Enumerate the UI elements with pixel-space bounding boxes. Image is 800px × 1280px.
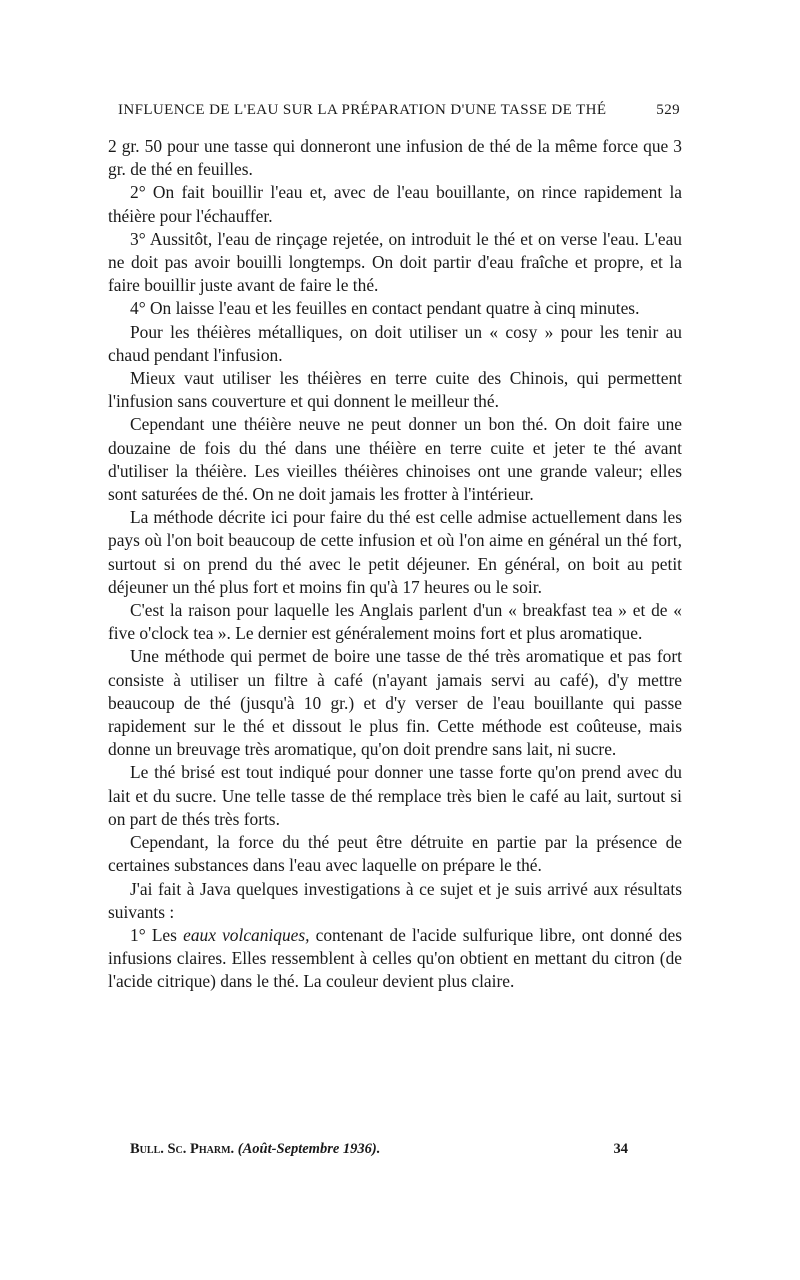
paragraph-filter-method: Une méthode qui permet de boire une tasse de thé très aromatique et pas fort consiste à utiliser un filtre à café (n'ayant jamais servi au café), d'y mettre beaucoup de thé (jusqu'à 10 gr.) et d'y verser de l'eau bouillante qui passe rapidement sur le thé et dissout le plus fin. Cette méthode est coûteuse, mais donne un breuvage très aromatique, qu'on doit prendre sans lait, ni sucre. — [108, 646, 682, 760]
paragraph-metal-teapots: Pour les théières métalliques, on doit utiliser un « cosy » pour les tenir au chaud pendant l'infusion. — [108, 321, 682, 365]
paragraph-step-2: 2° On fait bouillir l'eau et, avec de l'eau bouillante, on rince rapidement la théière pour l'échauffer. — [108, 182, 682, 226]
paragraph-java-investigations: J'ai fait à Java quelques investigations à ce sujet et je suis arrivé aux résultats suivants : — [108, 878, 682, 922]
item-term: eaux volcaniques, — [183, 924, 310, 945]
page-number: 529 — [656, 102, 680, 118]
item-text: contenant de l'acide sulfurique libre, ont donné des infusions claires. Elles ressemblent à celles qu'on obtient en mettant du citron (de l'acide citrique) dans le thé. La couleur devient plus claire. — [108, 924, 682, 992]
running-title: INFLUENCE DE L'EAU SUR LA PRÉPARATION D'UNE TASSE DE THÉ — [118, 102, 607, 118]
footer-citation — [130, 1141, 380, 1158]
paragraph-new-teapot: Cependant une théière neuve ne peut donner un bon thé. On doit faire une douzaine de fois du thé dans une théière en terre cuite et jeter te thé avant d'utiliser la théière. Les vieilles théières chinoises ont une grande valeur; elles sont saturées de thé. On ne doit jamais les frotter à l'intérieur. — [108, 414, 682, 505]
paragraph-english-tea: C'est la raison pour laquelle les Anglais parlent d'un « breakfast tea » et de « five o'clock tea ». Le dernier est généralement moins fort et plus aromatique. — [108, 600, 682, 644]
journal-abbreviation: Bull. Sc. Pharm. — [130, 1141, 235, 1157]
paragraph-volcanic-waters — [108, 924, 682, 994]
body-text — [108, 135, 682, 994]
paragraph-step-4: 4° On laisse l'eau et les feuilles en contact pendant quatre à cinq minutes. — [130, 298, 640, 319]
page-footer — [130, 1141, 628, 1158]
running-header — [118, 102, 680, 119]
item-lead: Les — [151, 924, 177, 945]
paragraph-continuation: 2 gr. 50 pour une tasse qui donneront une infusion de thé de la même force que 3 gr. de thé en feuilles. — [108, 136, 682, 180]
paragraph-step-3: 3° Aussitôt, l'eau de rinçage rejetée, on introduit le thé et on verse l'eau. L'eau ne doit pas avoir bouilli longtemps. On doit partir d'eau fraîche et propre, et la faire bouillir juste avant de faire le thé. — [108, 228, 682, 296]
paragraph-broken-tea: Le thé brisé est tout indiqué pour donner une tasse forte qu'on prend avec du lait et du sucre. Une telle tasse de thé remplace très bien le café au lait, surtout si on part de thés très forts. — [108, 762, 682, 829]
paragraph-water-substances: Cependant, la force du thé peut être détruite en partie par la présence de certaines substances dans l'eau avec laquelle on prépare le thé. — [108, 832, 682, 876]
paragraph-method: La méthode décrite ici pour faire du thé est celle admise actuellement dans les pays où l'on boit beaucoup de cette infusion et où l'on aime en général un thé fort, surtout si on prend du thé avec le petit déjeuner. En général, on boit au petit déjeuner un thé plus fort et moins fin qu'à 17 heures ou le soir. — [108, 507, 682, 597]
issue-date: (Août-Septembre 1936). — [237, 1141, 381, 1157]
sheet-number: 34 — [613, 1141, 628, 1157]
item-number: 1° — [130, 924, 146, 945]
paragraph-clay-teapots: Mieux vaut utiliser les théières en terre cuite des Chinois, qui permettent l'infusion sans couverture et qui donnent le meilleur thé. — [108, 368, 682, 412]
